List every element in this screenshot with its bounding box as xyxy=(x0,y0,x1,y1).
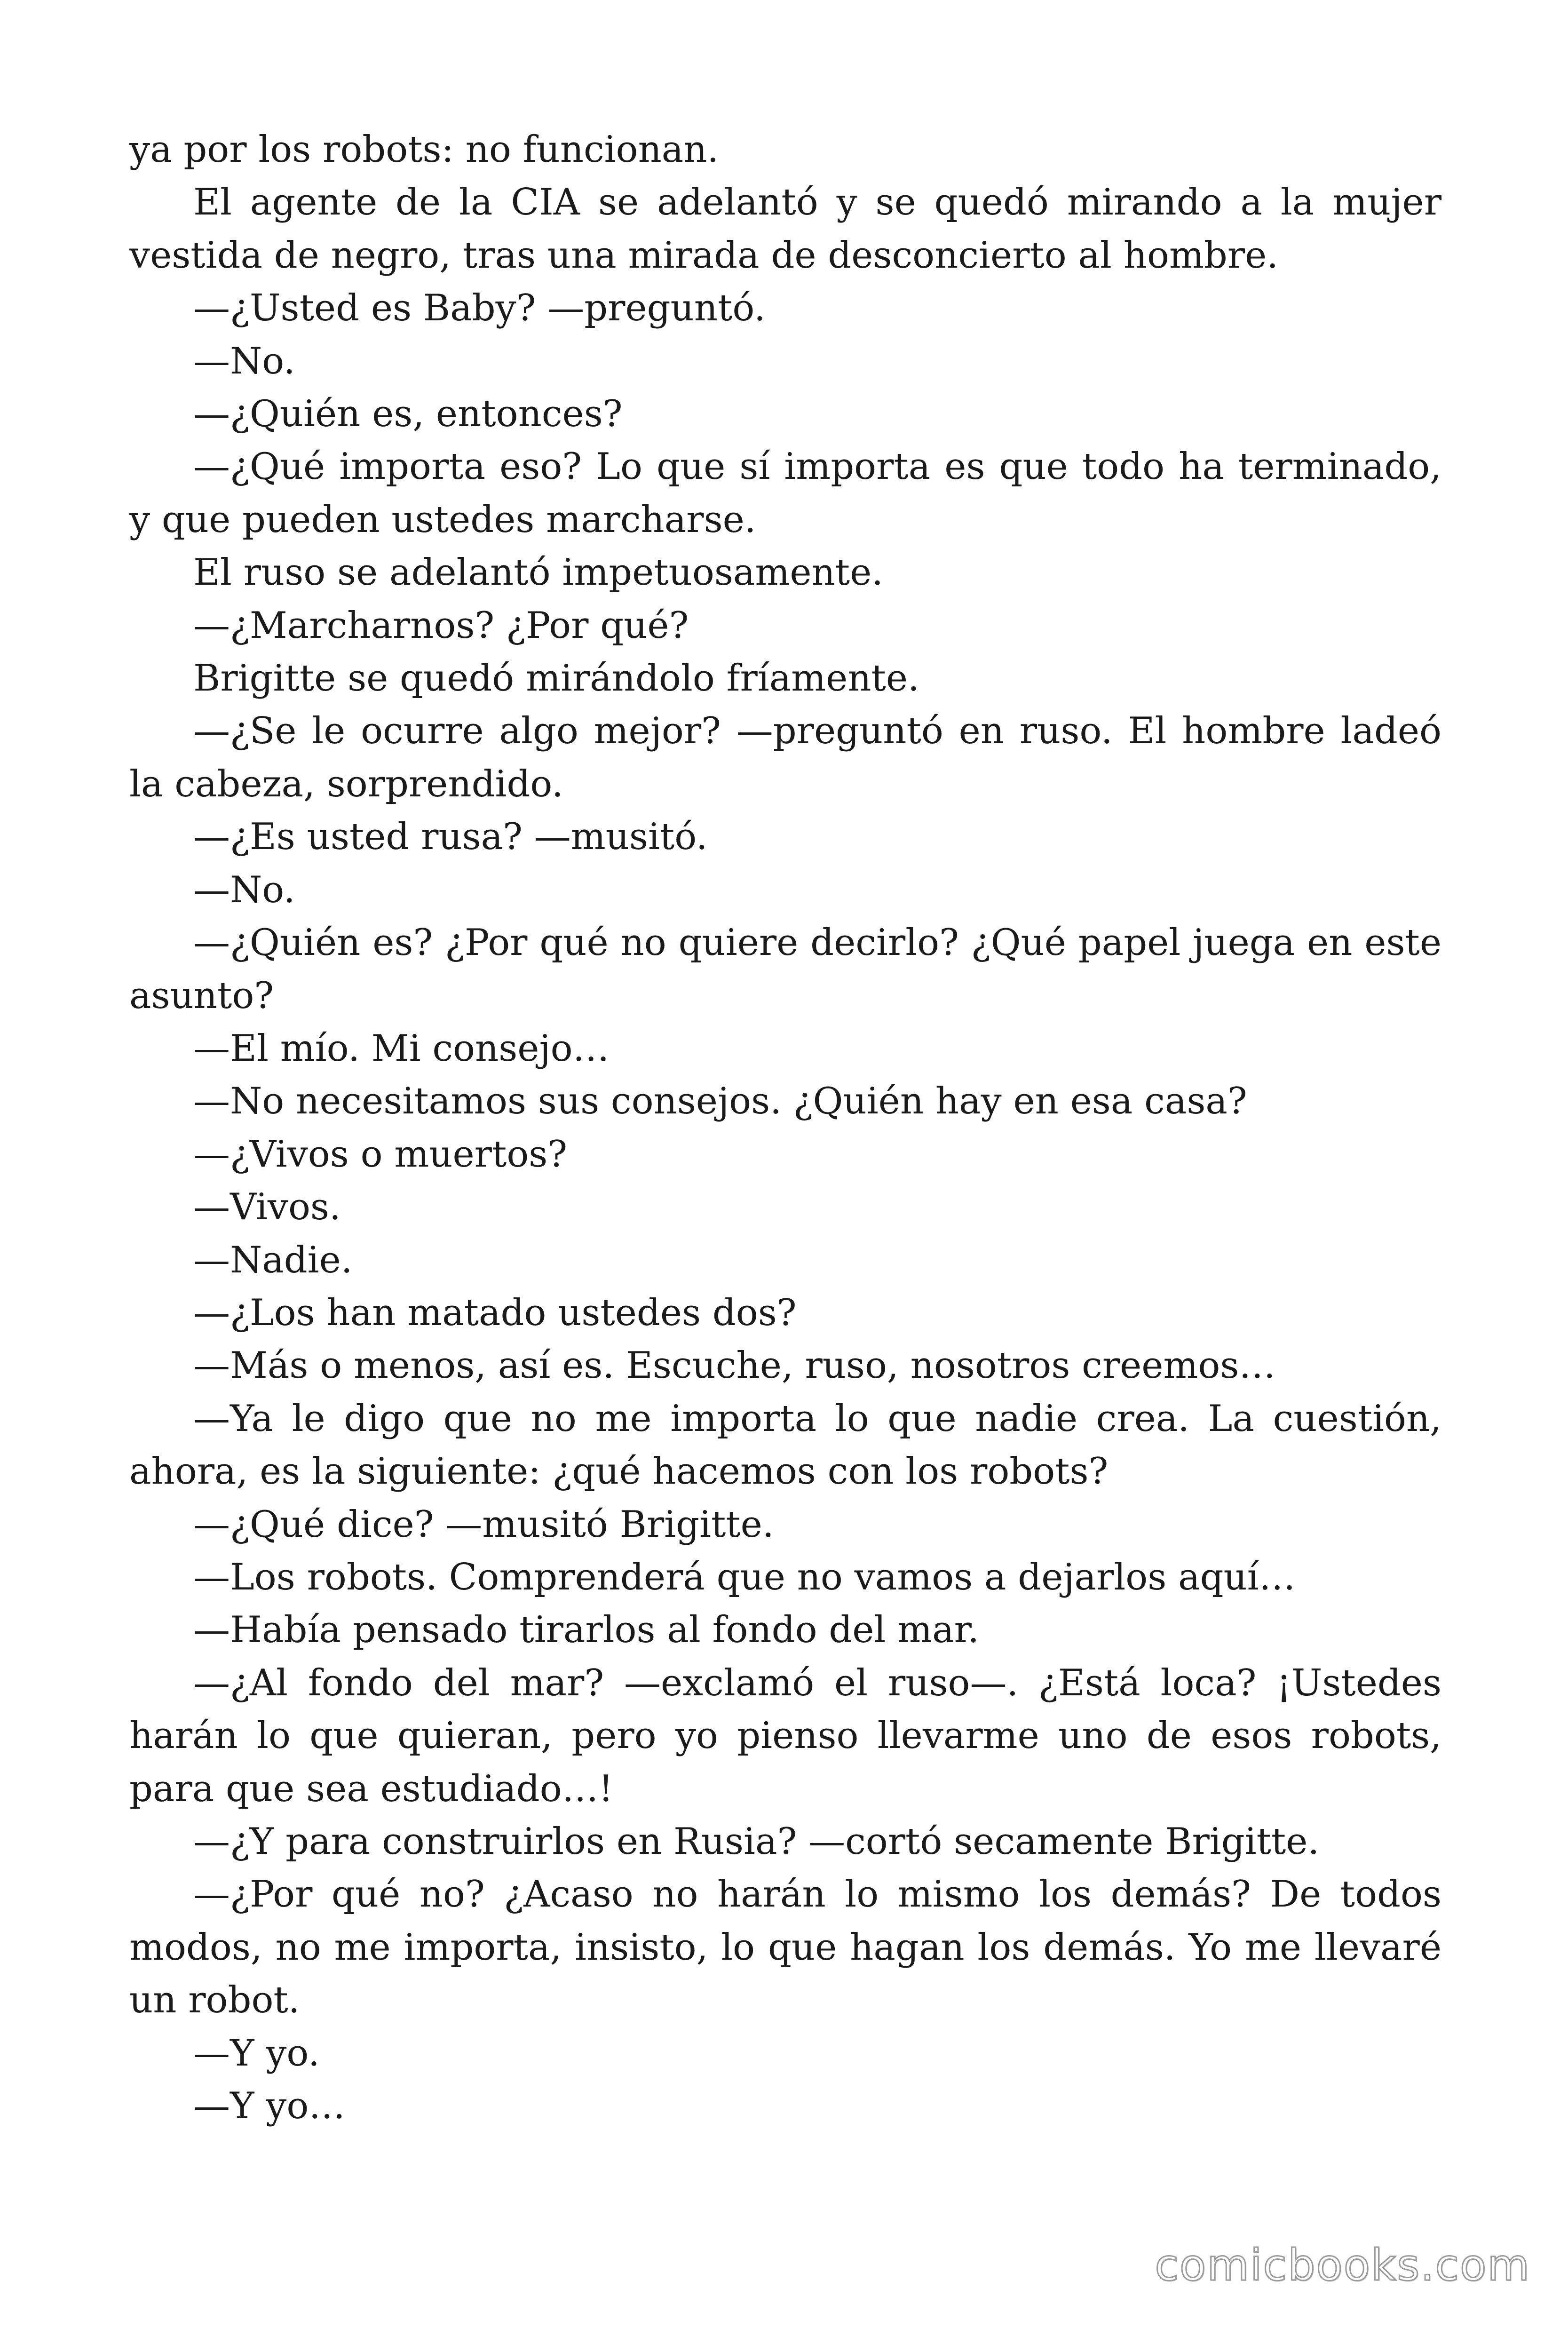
paragraph: —¿Y para construirlos en Rusia? —cortó secamente Brigitte. xyxy=(193,1820,1320,1863)
paragraph: —No. xyxy=(193,340,295,382)
paragraph: —Y yo… xyxy=(193,2085,346,2128)
paragraph: El ruso se adelantó impetuosamente. xyxy=(193,551,884,594)
paragraph: —No necesitamos sus consejos. ¿Quién hay en esa casa? xyxy=(193,1080,1247,1123)
paragraph: —Ya le digo que no me importa lo que nadie crea. La cuestión, ahora, es la siguiente: ¿qué hacemos con los robots? xyxy=(129,1397,1441,1493)
paragraph: —¿Quién es, entonces? xyxy=(193,393,623,436)
paragraph: Brigitte se quedó mirándolo fríamente. xyxy=(193,657,919,700)
paragraph: —¿Qué importa eso? Lo que sí importa es que todo ha terminado, y que pueden ustedes marcharse. xyxy=(129,445,1441,541)
paragraph: —¿Marcharnos? ¿Por qué? xyxy=(193,604,689,647)
paragraph: —¿Vivos o muertos? xyxy=(193,1133,568,1176)
paragraph: —¿Se le ocurre algo mejor? —preguntó en ruso. El hombre ladeó la cabeza, sorprendido. xyxy=(129,710,1441,805)
paragraph: —¿Qué dice? —musitó Brigitte. xyxy=(193,1503,774,1546)
paragraph: —¿Quién es? ¿Por qué no quiere decirlo? ¿Qué papel juega en este asunto? xyxy=(129,922,1441,1017)
paragraph: El agente de la CIA se adelantó y se quedó mirando a la mujer vestida de negro, tras una mirada de desconcierto al hombre. xyxy=(129,181,1441,277)
paragraph: —Había pensado tirarlos al fondo del mar. xyxy=(193,1609,980,1652)
paragraph: —Nadie. xyxy=(193,1239,353,1281)
paragraph: —¿Es usted rusa? —musitó. xyxy=(193,816,708,858)
paragraph: —Los robots. Comprenderá que no vamos a dejarlos aquí… xyxy=(193,1556,1296,1598)
paragraph: ya por los robots: no funcionan. xyxy=(129,128,719,171)
paragraph: —El mío. Mi consejo… xyxy=(193,1027,610,1070)
paragraph: —¿Usted es Baby? —preguntó. xyxy=(193,287,766,330)
paragraph: —¿Los han matado ustedes dos? xyxy=(193,1291,797,1334)
paragraph: —¿Al fondo del mar? —exclamó el ruso—. ¿Está loca? ¡Ustedes harán lo que quieran, pero yo pienso llevarme uno de esos robots, para que sea estudiado…! xyxy=(129,1661,1441,1810)
paragraph: —Vivos. xyxy=(193,1186,341,1229)
paragraph: —Y yo. xyxy=(193,2032,320,2074)
paragraph: —No. xyxy=(193,868,295,911)
body-text xyxy=(129,123,1441,2132)
paragraph: —¿Por qué no? ¿Acaso no harán lo mismo los demás? De todos modos, no me importa, insisto, lo que hagan los demás. Yo me llevaré un robot. xyxy=(129,1873,1441,2022)
paragraph: —Más o menos, así es. Escuche, ruso, nosotros creemos… xyxy=(193,1344,1276,1387)
watermark-logo: comicbooks.com xyxy=(1155,2240,1530,2290)
